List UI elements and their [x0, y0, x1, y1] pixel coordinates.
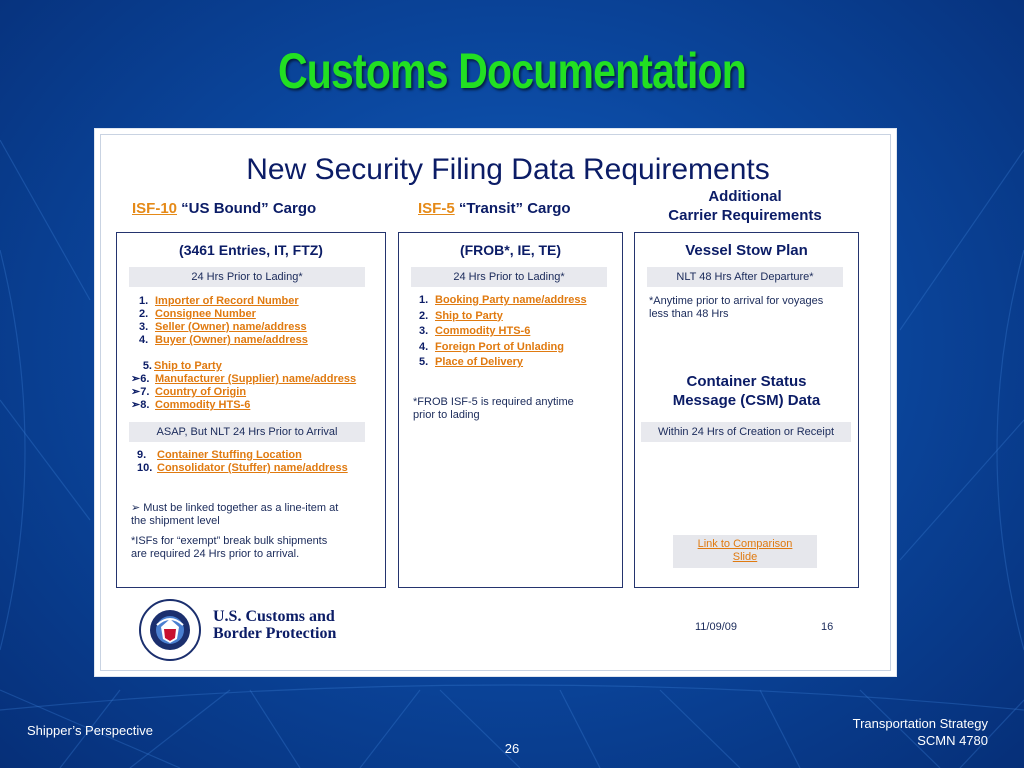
csm-timing-bar: Within 24 Hrs of Creation or Receipt [641, 422, 851, 442]
isf10-items-b [131, 360, 356, 412]
item-link[interactable]: Ship to Party [154, 360, 222, 372]
isf10-note-exempt [131, 535, 327, 561]
item-number: 4. [139, 334, 149, 346]
footer-left: Shipper’s Perspective [27, 723, 153, 738]
link-line: Slide [732, 551, 758, 563]
link-line: Link to Comparison [697, 538, 793, 550]
item-link[interactable]: Country of Origin [155, 386, 247, 398]
item-number: 3. [139, 321, 149, 333]
csm-heading [635, 372, 858, 410]
footer-right-line: SCMN 4780 [917, 733, 988, 748]
isf10-timing-bar: 24 Hrs Prior to Lading* [129, 267, 365, 287]
item-number: 3. [419, 325, 429, 337]
item-link[interactable]: Consolidator (Stuffer) name/address [157, 462, 348, 474]
item-number: 5. [142, 360, 152, 372]
note-line: less than 48 Hrs [649, 308, 729, 320]
vessel-stow-plan-heading: Vessel Stow Plan [685, 242, 808, 259]
item-number: 9. [137, 449, 147, 461]
isf10-note-linked [131, 502, 338, 528]
cbp-logo [139, 599, 379, 649]
slide-title: Customs Documentation [278, 43, 746, 99]
item-number: 2. [139, 308, 149, 320]
item-link[interactable]: Place of Delivery [435, 356, 524, 368]
note-line: *Anytime prior to arrival for voyages [649, 295, 824, 307]
item-number: 1. [139, 295, 149, 307]
isf5-header [418, 200, 571, 217]
isf10-items-c [137, 449, 348, 475]
dhs-seal-icon [139, 599, 201, 661]
list-item [137, 462, 348, 475]
note-line: *FROB ISF-5 is required anytime [413, 396, 574, 408]
item-link[interactable]: Consignee Number [155, 308, 256, 320]
carrier-header-line1: Additional [708, 188, 782, 205]
note-line: *ISFs for “exempt” break bulk shipments [131, 535, 328, 547]
csm-heading-line: Container Status [686, 373, 807, 390]
carrier-box [634, 232, 859, 588]
list-item [139, 321, 308, 334]
footer-right [853, 715, 988, 749]
item-number: ➢6. [131, 373, 150, 385]
item-link[interactable]: Ship to Party [435, 309, 503, 322]
list-item [131, 399, 356, 412]
isf5-note [413, 396, 574, 422]
isf5-items [419, 294, 587, 372]
list-item [419, 356, 587, 372]
note-line: ➢ Must be linked together as a line-item at [131, 502, 339, 514]
item-number: 1. [419, 294, 429, 306]
figure-date: 11/09/09 [695, 621, 738, 633]
item-link[interactable]: Commodity HTS-6 [435, 325, 531, 337]
list-item [419, 325, 587, 341]
item-number: 4. [419, 340, 429, 353]
cbp-wordmark-line: Border Protection [213, 625, 337, 642]
list-item [131, 373, 356, 386]
carrier-header-line2: Carrier Requirements [668, 207, 822, 224]
isf5-box-heading: (FROB*, IE, TE) [459, 242, 562, 258]
item-link[interactable]: Container Stuffing Location [157, 449, 302, 461]
item-number: ➢7. [131, 386, 150, 398]
isf10-arrival-bar: ASAP, But NLT 24 Hrs Prior to Arrival [129, 422, 365, 442]
isf10-box [116, 232, 386, 588]
note-line: are required 24 Hrs prior to arrival. [131, 548, 300, 560]
isf10-header-label: “US Bound” Cargo [177, 200, 317, 217]
list-item [419, 341, 587, 357]
comparison-slide-link[interactable] [673, 535, 817, 568]
footer-right-line: Transportation Strategy [852, 716, 988, 731]
item-number: 5. [419, 356, 429, 368]
list-item [137, 449, 348, 462]
item-number: ➢8. [131, 399, 150, 411]
csm-heading-line: Message (CSM) Data [672, 392, 821, 409]
cbp-wordmark [213, 608, 336, 642]
cbp-wordmark-line: U.S. Customs and [213, 608, 335, 625]
item-link[interactable]: Buyer (Owner) name/address [155, 334, 308, 346]
isf5-header-label: “Transit” Cargo [454, 200, 571, 217]
isf5-box [398, 232, 623, 588]
list-item [139, 334, 308, 347]
isf10-header [132, 200, 316, 217]
item-link[interactable]: Importer of Record Number [155, 295, 299, 307]
slide-page-number: 26 [504, 741, 520, 756]
list-item [139, 308, 308, 321]
isf10-box-heading: (3461 Entries, IT, FTZ) [179, 242, 323, 258]
item-link[interactable]: Commodity HTS-6 [155, 399, 251, 411]
item-link[interactable]: Foreign Port of Unlading [435, 340, 564, 353]
note-line: prior to lading [413, 409, 480, 421]
item-link[interactable]: Booking Party name/address [435, 294, 587, 306]
list-item [131, 360, 356, 373]
vessel-timing-bar: NLT 48 Hrs After Departure* [647, 267, 843, 287]
isf10-link[interactable]: ISF-10 [132, 200, 178, 217]
item-link[interactable]: Manufacturer (Supplier) name/address [155, 373, 357, 385]
isf5-link[interactable]: ISF-5 [418, 200, 455, 217]
list-item [131, 386, 356, 399]
item-number: 10. [137, 462, 153, 474]
item-link[interactable]: Seller (Owner) name/address [155, 321, 307, 333]
item-number: 2. [419, 309, 429, 322]
figure-page-number: 16 [821, 621, 834, 633]
isf10-items-a [139, 295, 308, 347]
vessel-note [649, 295, 823, 321]
note-line: the shipment level [131, 515, 220, 527]
list-item [419, 310, 587, 326]
list-item [139, 295, 308, 308]
carrier-header [650, 187, 840, 225]
list-item [419, 294, 587, 310]
figure-title: New Security Filing Data Requirements [246, 153, 770, 186]
embedded-slide [94, 128, 897, 677]
isf5-timing-bar: 24 Hrs Prior to Lading* [411, 267, 607, 287]
